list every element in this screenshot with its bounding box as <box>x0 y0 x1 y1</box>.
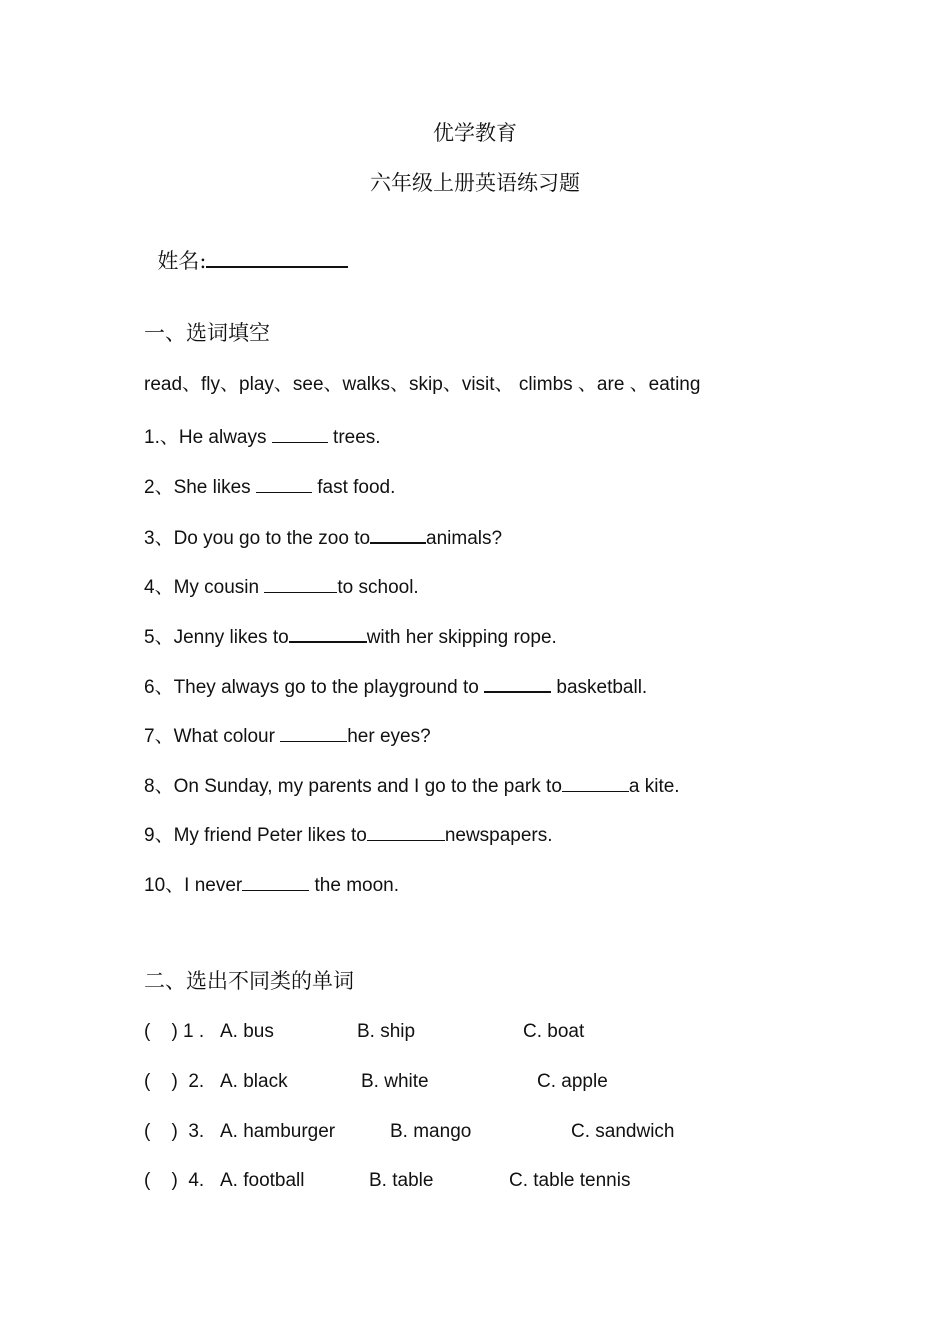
section2-heading: 二、选出不同类的单词 <box>144 969 354 993</box>
answer-blank[interactable] <box>242 870 309 891</box>
option-b: B. table <box>369 1170 434 1191</box>
answer-blank[interactable] <box>370 522 426 544</box>
option-b: B. mango <box>390 1121 472 1142</box>
answer-bracket[interactable]: ( ) 2. <box>144 1071 205 1092</box>
word-bank: read、fly、play、see、walks、skip、visit、 climbs 、are 、eating <box>144 374 701 395</box>
name-blank[interactable] <box>206 246 348 268</box>
question-4: 4、My cousin to school. <box>144 572 419 601</box>
question-3: 3、Do you go to the zoo to animals? <box>144 522 502 552</box>
question-8: 8、On Sunday, my parents and I go to the park to a kite. <box>144 771 680 800</box>
answer-blank[interactable] <box>272 422 328 443</box>
question-1: 1.、He always trees. <box>144 422 381 451</box>
option-c: C. sandwich <box>571 1121 675 1142</box>
option-c: C. boat <box>523 1021 585 1042</box>
option-b: B. white <box>361 1071 429 1092</box>
answer-blank[interactable] <box>289 621 367 643</box>
option-c: C. apple <box>537 1071 608 1092</box>
name-label: 姓名: <box>157 249 207 273</box>
question-9: 9、My friend Peter likes to newspapers. <box>144 820 553 849</box>
section1-heading: 一、选词填空 <box>144 321 270 345</box>
option-a: A. hamburger <box>220 1121 336 1142</box>
school-name: 优学教育 <box>433 121 517 145</box>
answer-blank[interactable] <box>256 472 312 493</box>
answer-bracket[interactable]: ( ) 3. <box>144 1121 205 1142</box>
answer-blank[interactable] <box>280 721 347 742</box>
answer-blank[interactable] <box>484 671 551 693</box>
answer-blank[interactable] <box>264 572 337 593</box>
question-7: 7、What colour her eyes? <box>144 721 431 750</box>
option-c: C. table tennis <box>509 1170 631 1191</box>
option-a: A. black <box>220 1071 288 1092</box>
worksheet-title: 六年级上册英语练习题 <box>370 171 580 195</box>
question-6: 6、They always go to the playground to basketball. <box>144 671 647 701</box>
question-2: 2、She likes fast food. <box>144 472 395 501</box>
option-a: A. football <box>220 1170 305 1191</box>
option-b: B. ship <box>357 1021 416 1042</box>
question-10: 10、I never the moon. <box>144 870 399 899</box>
answer-bracket[interactable]: ( ) 4. <box>144 1170 205 1191</box>
answer-bracket[interactable]: ( ) 1 . <box>144 1021 205 1042</box>
question-5: 5、Jenny likes to with her skipping rope. <box>144 621 557 651</box>
answer-blank[interactable] <box>562 771 629 792</box>
name-field <box>144 220 348 274</box>
option-a: A. bus <box>220 1021 274 1042</box>
answer-blank[interactable] <box>367 820 445 841</box>
